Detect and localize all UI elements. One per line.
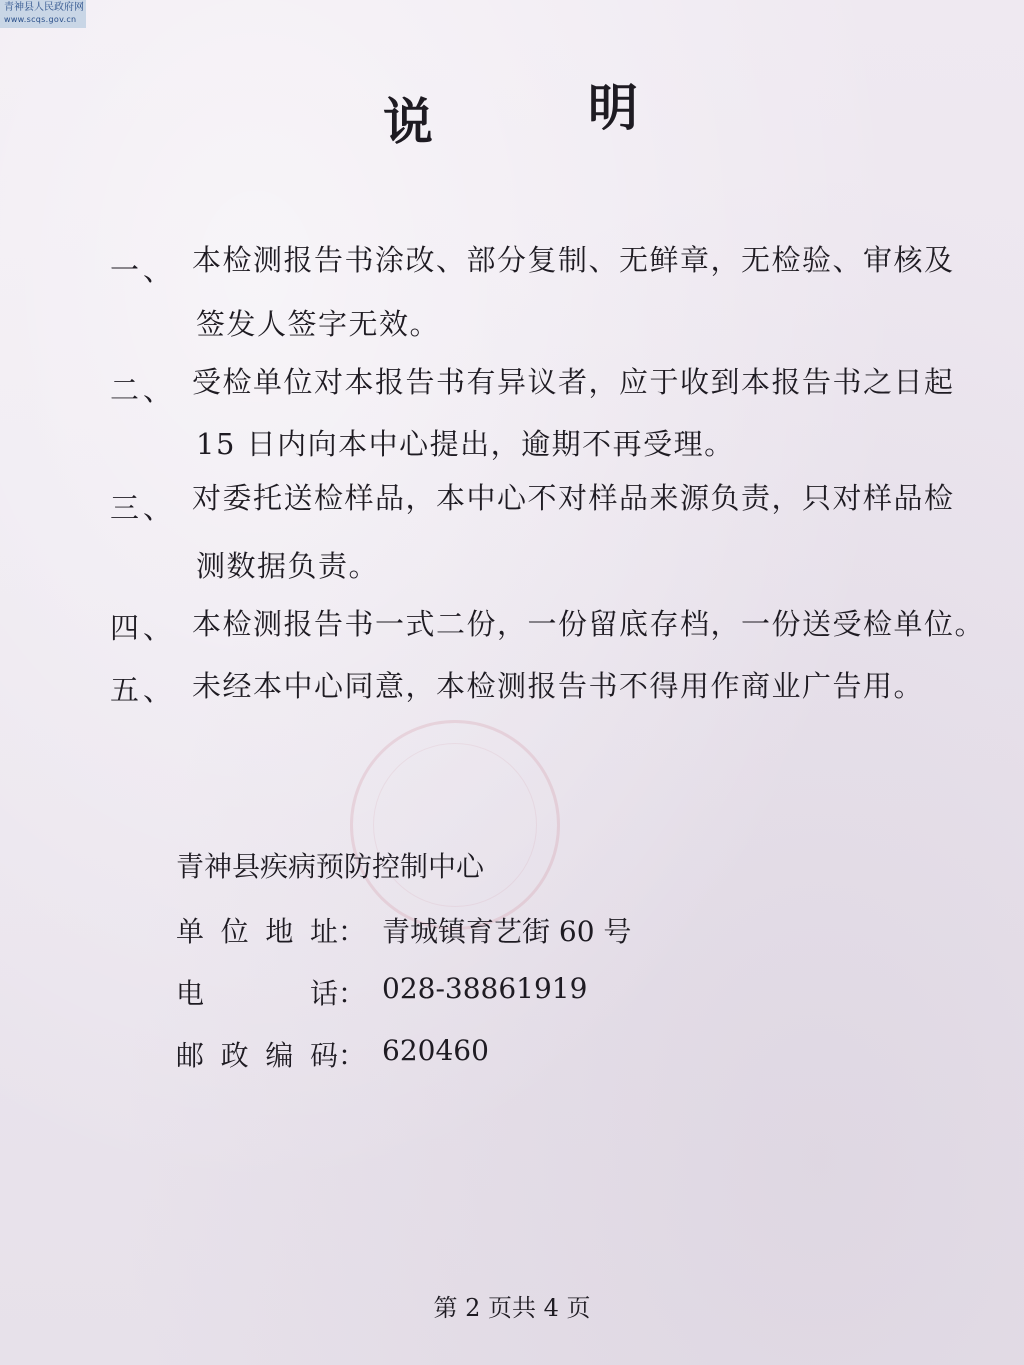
phone-label	[176, 972, 366, 1012]
watermark-site-name: 青神县人民政府网	[4, 2, 84, 13]
item-5-number: 五、	[110, 673, 177, 707]
item-2-line-2: 15 日内向本中心提出，逾期不再受理。	[196, 427, 735, 461]
item-4-number: 四、	[110, 611, 177, 645]
item-2-line-1: 受检单位对本报告书有异议者，应于收到本报告书之日起	[192, 365, 955, 399]
title-char-2: 明	[588, 78, 638, 137]
item-5-line-1: 未经本中心同意，本检测报告书不得用作商业广告用。	[192, 669, 925, 703]
postcode-label-char: 邮	[176, 1039, 205, 1072]
item-3-number: 三、	[110, 491, 177, 525]
item-3-line-1: 对委托送检样品，本中心不对样品来源负责，只对样品检	[192, 481, 955, 515]
address-label-char: 地	[265, 915, 294, 948]
address-value: 青城镇育艺街 60 号	[382, 915, 632, 948]
postcode-label-char: 码：	[309, 1039, 366, 1072]
site-watermark	[0, 0, 86, 28]
faded-seal-stamp	[350, 720, 560, 930]
address-label-char: 位	[220, 915, 249, 948]
item-1-line-1: 本检测报告书涂改、部分复制、无鲜章，无检验、审核及	[192, 243, 955, 277]
address-label-char: 单	[176, 915, 205, 948]
page-number: 第 2 页共 4 页	[433, 1294, 591, 1322]
watermark-url: www.scqs.gov.cn	[4, 15, 77, 24]
organization-name: 青神县疾病预防控制中心	[176, 850, 485, 883]
item-1-number: 一、	[110, 253, 177, 287]
item-4-line-1: 本检测报告书一式二份，一份留底存档，一份送受检单位。	[192, 607, 986, 641]
phone-label-char: 电	[176, 977, 205, 1010]
postcode-label	[176, 1034, 366, 1074]
item-3-line-2: 测数据负责。	[196, 549, 380, 583]
postcode-value: 620460	[382, 1034, 489, 1067]
postcode-label-char: 编	[265, 1039, 294, 1072]
address-label-char: 址：	[309, 915, 366, 948]
item-1-line-2: 签发人签字无效。	[196, 307, 441, 341]
postcode-label-char: 政	[220, 1039, 249, 1072]
phone-value: 028-38861919	[382, 972, 588, 1005]
title-char-1: 说	[383, 92, 433, 151]
phone-label-char: 话：	[309, 977, 366, 1010]
page-title	[0, 78, 1024, 151]
address-label	[176, 910, 366, 950]
item-2-number: 二、	[110, 373, 177, 407]
